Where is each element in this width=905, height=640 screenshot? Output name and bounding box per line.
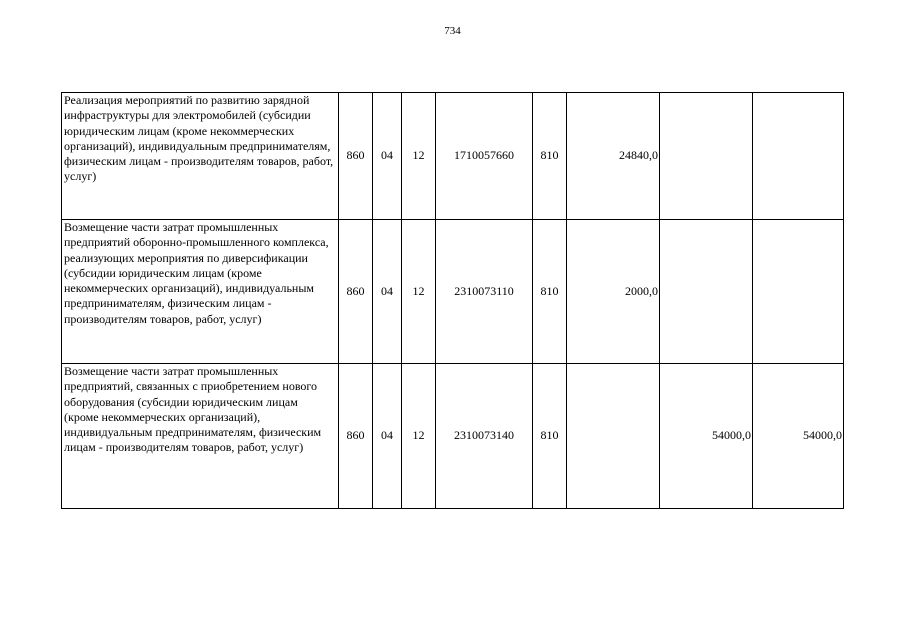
amount-3-cell: 54000,0 <box>753 364 844 509</box>
amount-1-cell: 24840,0 <box>567 93 660 220</box>
expense-type-cell: 810 <box>533 93 567 220</box>
amount-3-cell <box>753 93 844 220</box>
target-article-cell: 1710057660 <box>436 93 533 220</box>
expense-type-cell: 810 <box>533 364 567 509</box>
target-article-cell: 2310073110 <box>436 220 533 364</box>
section-code-cell: 04 <box>373 220 402 364</box>
subsection-code-cell: 12 <box>402 364 436 509</box>
row-description: Возмещение части затрат промышленных предприятий оборонно-промышленного комплекса, реализующих мероприятия по диверсификации (субсидии юридическим лицам (кроме некоммерческих организаций), индивидуальным предпринимателям, физическим лицам - производителям товаров, работ, услуг) <box>62 220 339 364</box>
amount-2-cell: 54000,0 <box>660 364 753 509</box>
table-row <box>62 364 844 509</box>
row-description: Реализация мероприятий по развитию зарядной инфраструктуры для электромобилей (субсидии юридическим лицам (кроме некоммерческих организаций), индивидуальным предпринимателям, физическим лицам - производителям товаров, работ, услуг) <box>62 93 339 220</box>
budget-table <box>61 92 844 509</box>
table-row <box>62 220 844 364</box>
row-description: Возмещение части затрат промышленных предприятий, связанных с приобретением нового оборудования (субсидии юридическим лицам (кроме некоммерческих организаций), индивидуальным предпринимателям, физическим лицам - производителям товаров, работ, услуг) <box>62 364 339 509</box>
section-code-cell: 04 <box>373 93 402 220</box>
amount-1-cell: 2000,0 <box>567 220 660 364</box>
subsection-code-cell: 12 <box>402 93 436 220</box>
ministry-code-cell: 860 <box>339 364 373 509</box>
amount-2-cell <box>660 220 753 364</box>
page-number: 734 <box>444 25 461 37</box>
expense-type-cell: 810 <box>533 220 567 364</box>
amount-3-cell <box>753 220 844 364</box>
ministry-code-cell: 860 <box>339 220 373 364</box>
subsection-code-cell: 12 <box>402 220 436 364</box>
table-row <box>62 93 844 220</box>
amount-2-cell <box>660 93 753 220</box>
amount-1-cell <box>567 364 660 509</box>
target-article-cell: 2310073140 <box>436 364 533 509</box>
ministry-code-cell: 860 <box>339 93 373 220</box>
section-code-cell: 04 <box>373 364 402 509</box>
